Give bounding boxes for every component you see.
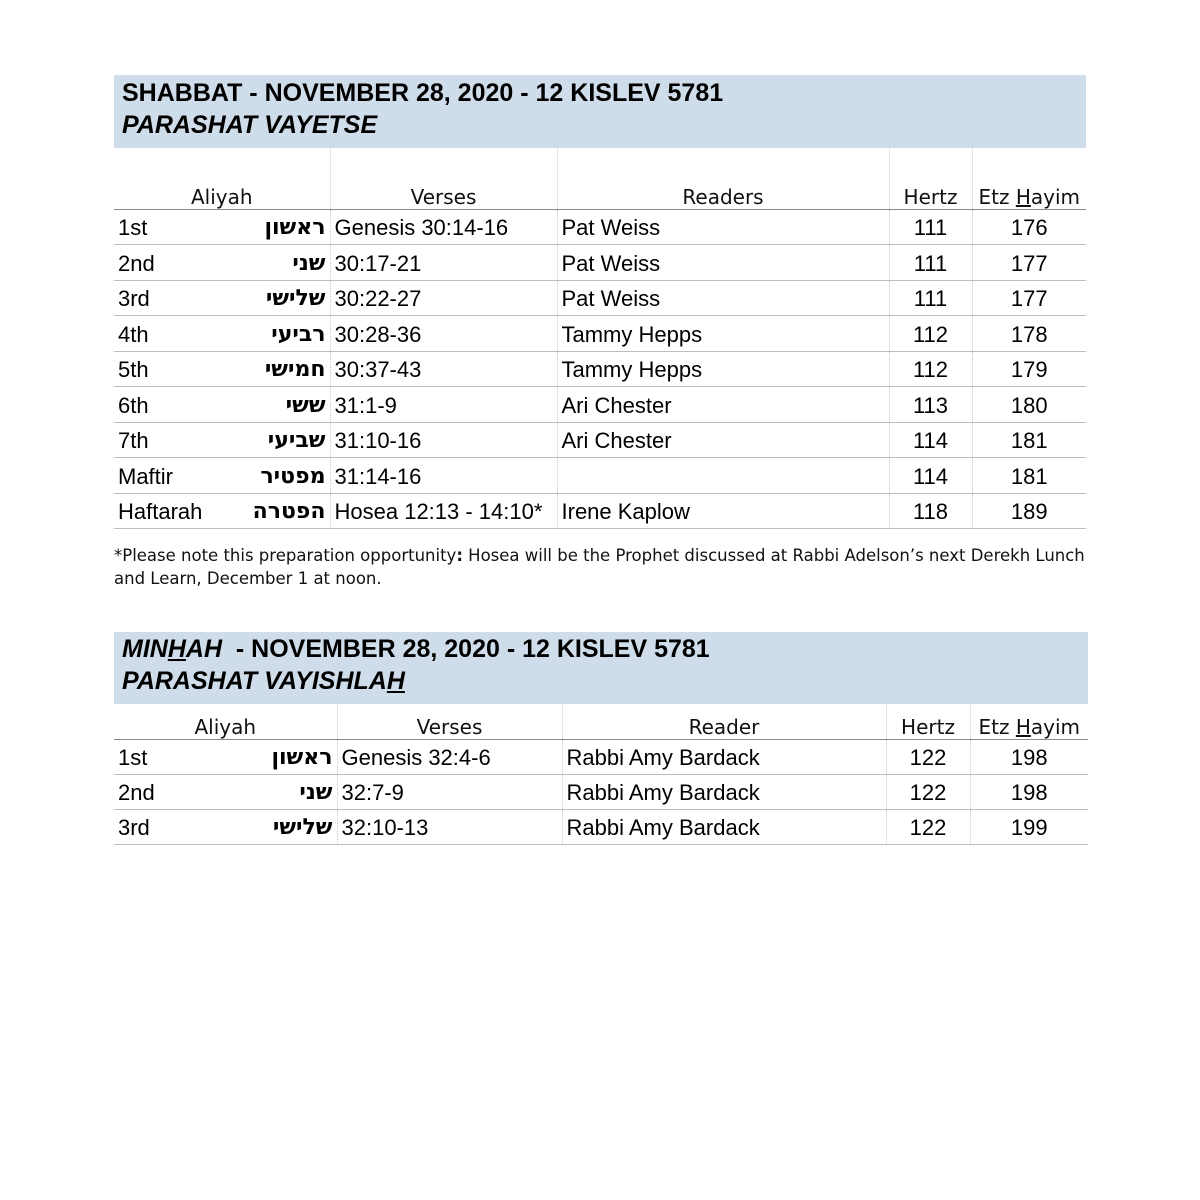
hertz-page-cell: 111 <box>889 209 972 245</box>
reader-cell <box>557 458 889 494</box>
table-row <box>114 280 1086 316</box>
etz-hayim-page-cell: 180 <box>972 387 1086 423</box>
readers-header: Readers <box>557 148 889 209</box>
verses-cell: Genesis 32:4-6 <box>337 739 562 774</box>
aliyah-cell: 7th <box>114 422 206 458</box>
verses-cell: 32:7-9 <box>337 774 562 809</box>
hebrew-aliyah-cell: שלישי <box>206 280 330 316</box>
aliyah-cell: 1st <box>114 209 206 245</box>
preparation-note <box>114 544 1094 590</box>
hertz-page-cell: 112 <box>889 351 972 387</box>
shabbat-title: SHABBAT - NOVEMBER 28, 2020 - 12 KISLEV 5781 <box>122 79 724 107</box>
aliyah-cell: 1st <box>114 739 216 774</box>
reader-cell: Pat Weiss <box>557 245 889 281</box>
aliyah-cell: 4th <box>114 316 206 352</box>
reader-cell: Tammy Hepps <box>557 316 889 352</box>
hertz-page-cell: 111 <box>889 245 972 281</box>
table-row <box>114 774 1088 809</box>
etz-hayim-page-cell: 181 <box>972 458 1086 494</box>
hertz-page-cell: 111 <box>889 280 972 316</box>
shabbat-banner <box>114 75 1086 148</box>
minhah-header-row <box>114 704 1088 739</box>
note-prefix: *Please note this preparation opportunity <box>114 546 457 565</box>
reader-cell: Irene Kaplow <box>557 493 889 529</box>
hertz-header: Hertz <box>886 704 970 739</box>
aliyah-cell: 2nd <box>114 245 206 281</box>
shabbat-parasha: PARASHAT VAYETSE <box>122 111 378 139</box>
hebrew-aliyah-cell: שביעי <box>206 422 330 458</box>
hertz-header: Hertz <box>889 148 972 209</box>
minhah-title: MINHAH - NOVEMBER 28, 2020 - 12 KISLEV 5781 <box>122 635 710 663</box>
etz-hayim-header: Etz Hayim <box>972 148 1086 209</box>
etz-hayim-page-cell: 198 <box>970 774 1088 809</box>
table-row <box>114 493 1086 529</box>
hertz-page-cell: 114 <box>889 458 972 494</box>
reader-cell: Pat Weiss <box>557 209 889 245</box>
etz-hayim-page-cell: 176 <box>972 209 1086 245</box>
aliyah-cell: Haftarah <box>114 493 206 529</box>
etz-hayim-page-cell: 177 <box>972 280 1086 316</box>
verses-header: Verses <box>330 148 557 209</box>
minhah-banner <box>114 632 1088 704</box>
etz-hayim-header: Etz Hayim <box>970 704 1088 739</box>
table-row <box>114 387 1086 423</box>
etz-hayim-page-cell: 179 <box>972 351 1086 387</box>
verses-cell: Hosea 12:13 - 14:10* <box>330 493 557 529</box>
aliyah-header: Aliyah <box>114 148 330 209</box>
verses-cell: 31:14-16 <box>330 458 557 494</box>
hebrew-aliyah-cell: ראשון <box>216 739 337 774</box>
verses-header: Verses <box>337 704 562 739</box>
etz-hayim-page-cell: 199 <box>970 809 1088 844</box>
aliyah-cell: Maftir <box>114 458 206 494</box>
hebrew-aliyah-cell: חמישי <box>206 351 330 387</box>
table-row <box>114 209 1086 245</box>
hebrew-aliyah-cell: מפטיר <box>206 458 330 494</box>
reader-cell: Ari Chester <box>557 422 889 458</box>
table-row <box>114 245 1086 281</box>
shabbat-header-row <box>114 148 1086 209</box>
verses-cell: Genesis 30:14-16 <box>330 209 557 245</box>
table-row <box>114 739 1088 774</box>
table-row <box>114 316 1086 352</box>
table-row <box>114 351 1086 387</box>
verses-cell: 30:28-36 <box>330 316 557 352</box>
aliyah-cell: 3rd <box>114 280 206 316</box>
etz-hayim-page-cell: 178 <box>972 316 1086 352</box>
reader-cell: Ari Chester <box>557 387 889 423</box>
aliyah-cell: 3rd <box>114 809 216 844</box>
note-colon: : <box>456 546 463 565</box>
aliyah-cell: 5th <box>114 351 206 387</box>
table-row <box>114 422 1086 458</box>
etz-hayim-page-cell: 177 <box>972 245 1086 281</box>
note-body: Hosea will be the Prophet discussed at Rabbi Adelson’s next Derekh Lunch and Learn, December 1 at noon. <box>114 546 1085 588</box>
etz-hayim-page-cell: 181 <box>972 422 1086 458</box>
minhah-parasha: PARASHAT VAYISHLAH <box>122 667 405 695</box>
reader-cell: Rabbi Amy Bardack <box>562 739 886 774</box>
hertz-page-cell: 118 <box>889 493 972 529</box>
reader-header: Reader <box>562 704 886 739</box>
reader-cell: Rabbi Amy Bardack <box>562 774 886 809</box>
hebrew-aliyah-cell: שני <box>206 245 330 281</box>
verses-cell: 30:17-21 <box>330 245 557 281</box>
shabbat-table <box>114 148 1086 529</box>
verses-cell: 32:10-13 <box>337 809 562 844</box>
reader-cell: Rabbi Amy Bardack <box>562 809 886 844</box>
hebrew-aliyah-cell: הפטרה <box>206 493 330 529</box>
aliyah-cell: 2nd <box>114 774 216 809</box>
table-row <box>114 458 1086 494</box>
etz-hayim-page-cell: 198 <box>970 739 1088 774</box>
hertz-page-cell: 114 <box>889 422 972 458</box>
hebrew-aliyah-cell: שני <box>216 774 337 809</box>
hertz-page-cell: 112 <box>889 316 972 352</box>
hertz-page-cell: 113 <box>889 387 972 423</box>
hertz-page-cell: 122 <box>886 774 970 809</box>
reader-cell: Pat Weiss <box>557 280 889 316</box>
hebrew-aliyah-cell: שלישי <box>216 809 337 844</box>
etz-hayim-page-cell: 189 <box>972 493 1086 529</box>
hertz-page-cell: 122 <box>886 809 970 844</box>
verses-cell: 31:10-16 <box>330 422 557 458</box>
hebrew-aliyah-cell: ששי <box>206 387 330 423</box>
table-row <box>114 809 1088 844</box>
verses-cell: 30:22-27 <box>330 280 557 316</box>
hertz-page-cell: 122 <box>886 739 970 774</box>
reader-cell: Tammy Hepps <box>557 351 889 387</box>
hebrew-aliyah-cell: רביעי <box>206 316 330 352</box>
verses-cell: 31:1-9 <box>330 387 557 423</box>
hebrew-aliyah-cell: ראשון <box>206 209 330 245</box>
aliyah-cell: 6th <box>114 387 206 423</box>
aliyah-header: Aliyah <box>114 704 337 739</box>
minhah-table <box>114 704 1088 845</box>
verses-cell: 30:37-43 <box>330 351 557 387</box>
